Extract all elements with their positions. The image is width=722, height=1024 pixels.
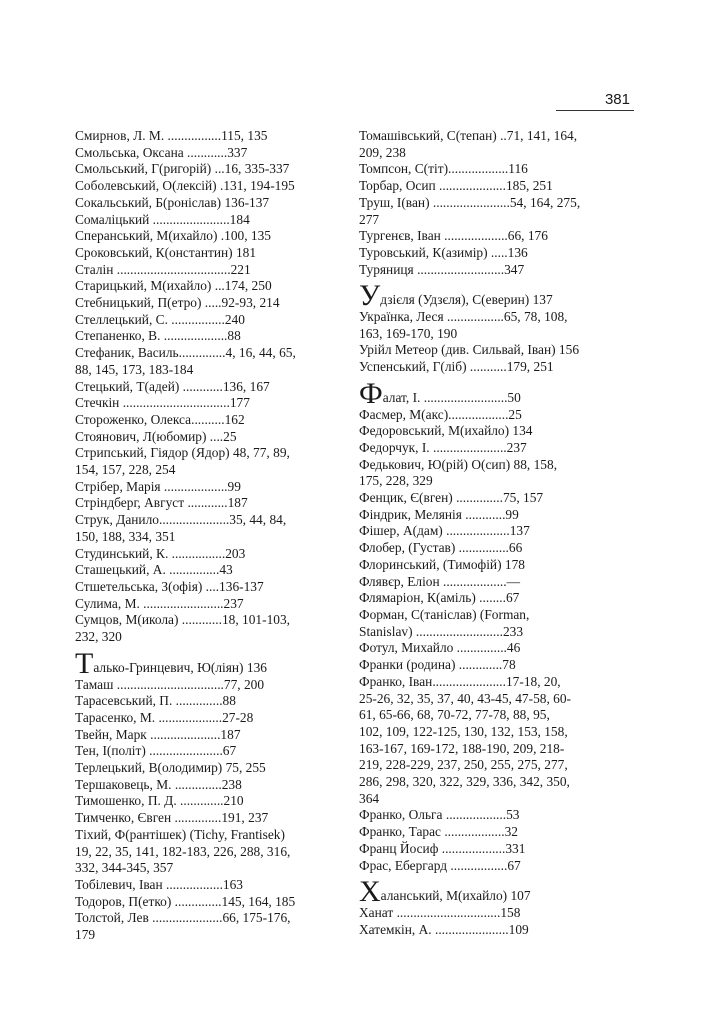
index-entry-line <box>359 623 637 641</box>
index-entry <box>359 195 637 228</box>
index-entry-line <box>359 456 637 474</box>
section-initial-letter: Х <box>359 875 381 909</box>
index-entry-text: Тіхий, Ф(рантішек) (Tichy, Frantisek) <box>75 826 285 842</box>
index-entry-line <box>359 506 637 524</box>
index-entry-line <box>75 843 340 861</box>
index-entry-line <box>75 178 340 195</box>
index-entry-text: 88, 145, 173, 183-184 <box>75 361 194 377</box>
index-entry <box>359 640 637 657</box>
index-entry-text: Франко, Іван......................17-18, 20, <box>359 673 561 689</box>
index-entry-text: Тершаковець, М. ..............238 <box>75 776 242 792</box>
index-entry <box>75 212 340 229</box>
index-entry-text: 332, 344-345, 357 <box>75 860 174 876</box>
index-entry <box>359 359 637 376</box>
index-entry-line <box>359 359 637 376</box>
index-entry-line <box>75 760 340 777</box>
index-entry <box>359 457 637 490</box>
index-entry-line <box>75 578 340 596</box>
index-entry-line <box>75 629 340 646</box>
index-entry <box>75 379 340 396</box>
index-entry-text: Фрас, Ебергард .................67 <box>359 857 521 873</box>
index-entry <box>359 905 637 922</box>
index-entry-line <box>75 462 340 479</box>
index-letter-heading-entry <box>359 376 637 410</box>
index-entry-text: 175, 228, 329 <box>359 473 433 489</box>
index-entry-line <box>359 178 637 195</box>
index-entry-line <box>359 857 637 875</box>
index-entry-text: Тимченко, Євген ..............191, 237 <box>75 810 269 826</box>
index-entry-line <box>359 774 637 791</box>
index-entry-text: Сталін ..................................221 <box>75 261 251 277</box>
index-entry-text: Франки (родина) .............78 <box>359 657 516 673</box>
index-entry-text: Стецький, Т(адей) ............136, 167 <box>75 378 270 394</box>
index-entry-line <box>359 690 637 708</box>
index-entry-text: 163-167, 169-172, 188-190, 209, 218- <box>359 740 565 756</box>
index-entry-line <box>359 128 637 145</box>
index-entry <box>359 824 637 841</box>
index-entry-line <box>359 490 637 507</box>
index-entry-text: 179 <box>75 927 96 943</box>
index-entry-line <box>75 612 340 629</box>
index-entry-line <box>359 921 637 939</box>
index-entry-line <box>75 512 340 529</box>
index-entry-line <box>75 428 340 446</box>
index-entry <box>75 412 340 429</box>
index-entry <box>359 490 637 507</box>
index-entry-line <box>359 807 637 824</box>
index-entry <box>359 574 637 591</box>
index-entry-line <box>359 875 637 909</box>
index-entry <box>75 312 340 329</box>
index-entry <box>359 440 637 457</box>
index-entry <box>75 562 340 579</box>
index-entry-line <box>359 540 637 557</box>
index-entry-line <box>75 562 340 579</box>
index-entry-text: Фішер, А(дам) ...................137 <box>359 523 530 539</box>
index-entry-line <box>75 693 340 710</box>
index-entry-line <box>359 640 637 657</box>
index-entry <box>359 557 637 574</box>
index-entry <box>75 445 340 478</box>
index-entry-line <box>75 128 340 145</box>
index-entry-line <box>75 910 340 927</box>
index-entry <box>75 877 340 894</box>
index-entry-text: Флоринський, (Тимофій) 178 <box>359 556 525 572</box>
index-entry <box>75 612 340 645</box>
index-entry-text: Труш, І(ван) .......................54, 164, 275, <box>359 194 581 210</box>
index-entry-text: 286, 298, 320, 322, 329, 336, 342, 350, <box>359 774 570 790</box>
index-entry-text: Смирнов, Л. М. ................115, 135 <box>75 128 268 143</box>
index-entry-text: Стефаник, Василь..............4, 16, 44, 65, <box>75 345 296 361</box>
index-entry-text: Українка, Леся .................65, 78, 108, <box>359 309 568 325</box>
index-entry-line <box>75 244 340 262</box>
index-entry-text: 219, 228-229, 237, 250, 255, 275, 277, <box>359 757 568 773</box>
index-entry-text: Сроковський, К(онстантин) 181 <box>75 244 257 260</box>
index-entry-line <box>359 279 637 313</box>
index-entry-line <box>75 595 340 613</box>
index-entry-line <box>75 194 340 212</box>
index-entry <box>75 910 340 943</box>
index-entry-line <box>359 707 637 724</box>
index-entry-line <box>359 757 637 774</box>
index-entry-text: Успенський, Г(ліб) ...........179, 251 <box>359 359 554 375</box>
index-entry-text: Смольський, Г(ригорій) ...16, 335-337 <box>75 161 290 177</box>
index-entry-text: Фасмер, М(акс)..................25 <box>359 406 522 422</box>
index-entry-text: Сумцов, М(икола) ............18, 101-103, <box>75 612 291 628</box>
index-entry-line <box>359 590 637 607</box>
index-entry <box>75 710 340 727</box>
index-entry-line <box>359 740 637 758</box>
index-entry-line <box>75 411 340 429</box>
index-entry-text: Туровський, К(азимір) .....136 <box>359 244 528 260</box>
index-entry-line <box>359 606 637 624</box>
index-entry-text: 163, 169-170, 190 <box>359 325 458 341</box>
index-entry-line <box>359 723 637 741</box>
index-letter-heading-entry <box>359 875 637 909</box>
index-entry <box>75 596 340 613</box>
index-entry-text: Сокальський, Б(роніслав) 136-137 <box>75 194 270 210</box>
index-entry-text: 19, 22, 35, 141, 182-183, 226, 288, 316, <box>75 843 291 859</box>
index-entry <box>75 512 340 545</box>
index-entry <box>75 228 340 245</box>
index-entry <box>359 161 637 178</box>
index-entry-line <box>75 328 340 345</box>
index-entry <box>75 810 340 827</box>
index-entry-text: Флобер, (Густав) ...............66 <box>359 540 523 556</box>
index-entry-line <box>359 325 637 343</box>
index-entry-text: Фенцик, Є(вген) ..............75, 157 <box>359 490 544 506</box>
index-entry-text: Федорчук, І. ......................237 <box>359 439 527 455</box>
index-entry <box>359 178 637 195</box>
index-entry-text: 102, 109, 122-125, 130, 132, 153, 158, <box>359 723 568 739</box>
index-entry <box>359 858 637 875</box>
index-entry-line <box>75 495 340 512</box>
index-entry-line <box>359 824 637 841</box>
index-entry-text: алько-Гринцевич, Ю(ліян) 136 <box>93 659 267 675</box>
index-entry <box>359 841 637 858</box>
index-entry-line <box>75 378 340 396</box>
index-entry <box>75 793 340 810</box>
index-entry <box>75 345 340 378</box>
index-entry <box>359 228 637 245</box>
index-entry-line <box>75 927 340 944</box>
index-entry-line <box>75 743 340 760</box>
index-entry <box>75 178 340 195</box>
index-entry-line <box>359 309 637 326</box>
index-entry-line <box>359 194 637 212</box>
index-entry-line <box>75 860 340 877</box>
index-entry-text: Флявєр, Еліон ...................— <box>359 573 521 589</box>
index-entry-line <box>75 893 340 911</box>
index-entry-text: Стріндберг, Август ............187 <box>75 495 248 511</box>
index-entry <box>75 743 340 760</box>
index-entry <box>75 429 340 446</box>
index-entry-line <box>359 904 637 922</box>
index-entry-text: Тен, І(політ) ......................67 <box>75 743 237 759</box>
index-entry-line <box>75 361 340 379</box>
index-entry-text: дзієля (Удзєля), С(еверин) 137 <box>380 292 553 308</box>
index-entry-text: Соболевський, О(лексій) .131, 194-195 <box>75 178 295 194</box>
index-entry-line <box>359 161 637 178</box>
index-entry-text: Флямаріон, К(аміль) ........67 <box>359 590 520 606</box>
index-entry-text: Сулима, М. ........................237 <box>75 595 244 611</box>
index-entry-line <box>359 473 637 490</box>
index-entry-line <box>75 876 340 894</box>
index-entry <box>75 395 340 412</box>
index-entry-line <box>75 676 340 694</box>
index-entry <box>359 657 637 674</box>
index-entry-line <box>359 228 637 245</box>
index-entry-text: Федоровський, М(ихайло) 134 <box>359 423 533 439</box>
index-entry-text: Туряниця ..........................347 <box>359 261 525 277</box>
index-entry-text: Фіндрик, Мелянія ............99 <box>359 506 519 522</box>
index-column-right <box>359 128 637 938</box>
index-entry-text: Хатемкін, А. ......................109 <box>359 921 529 937</box>
index-entry-text: Федькович, Ю(рій) О(сип) 88, 158, <box>359 456 558 472</box>
index-entry-line <box>75 528 340 546</box>
header-rule <box>556 110 634 111</box>
index-entry <box>75 495 340 512</box>
index-entry <box>75 579 340 596</box>
index-entry <box>75 894 340 911</box>
index-entry <box>359 423 637 440</box>
index-entry-text: Степаненко, В. ...................88 <box>75 328 241 344</box>
index-entry-text: Урійл Метеор (див. Сильвай, Іван) 156 <box>359 342 580 358</box>
index-entry <box>75 161 340 178</box>
index-entry-text: 232, 320 <box>75 629 122 645</box>
index-entry-line <box>359 244 637 262</box>
index-entry-text: Старицький, М(ихайло) ...174, 250 <box>75 278 272 294</box>
index-entry-line <box>359 840 637 858</box>
index-entry <box>75 278 340 295</box>
index-entry-text: Сперанський, М(ихайло) .100, 135 <box>75 228 271 244</box>
index-entry <box>75 827 340 877</box>
index-entry <box>359 807 637 824</box>
index-entry-line <box>75 395 340 412</box>
index-entry <box>359 128 637 161</box>
index-entry-text: Сомаліцький .......................184 <box>75 211 250 227</box>
index-entry <box>359 540 637 557</box>
index-entry-line <box>75 478 340 496</box>
index-entry <box>359 407 637 424</box>
index-entry <box>75 295 340 312</box>
index-entry-line <box>75 161 340 178</box>
index-entry-text: аланський, М(ихайло) 107 <box>380 888 531 904</box>
section-initial-letter: Т <box>75 646 94 680</box>
index-entry-text: Стрібер, Марія ...................99 <box>75 478 241 494</box>
index-entry-line <box>75 278 340 295</box>
index-entry-line <box>359 376 637 410</box>
index-entry-text: Струк, Данило.....................35, 44, 84, <box>75 512 287 528</box>
index-entry-text: Смольська, Оксана ............337 <box>75 144 248 160</box>
index-entry-line <box>359 211 637 229</box>
index-entry <box>359 674 637 808</box>
index-entry-text: Тодоров, П(етко) ..............145, 164, 185 <box>75 893 296 909</box>
index-entry-text: Студинський, К. ................203 <box>75 545 246 561</box>
index-entry <box>359 607 637 640</box>
index-entry <box>359 507 637 524</box>
index-entry <box>359 523 637 540</box>
index-entry-text: Торбар, Осип ....................185, 251 <box>359 178 553 194</box>
index-entry-text: Томпсон, С(тіт)..................116 <box>359 161 528 177</box>
index-letter-heading-entry <box>75 646 340 680</box>
index-entry-text: Томашівський, С(тепан) ..71, 141, 164, <box>359 128 578 143</box>
index-entry <box>75 245 340 262</box>
index-entry-line <box>359 523 637 540</box>
index-entry-text: Stanislav) ..........................233 <box>359 623 524 639</box>
index-entry-text: Тобілевич, Іван .................163 <box>75 876 244 892</box>
index-entry <box>359 342 637 359</box>
index-entry-text: Сташецький, А. ...............43 <box>75 562 233 578</box>
index-entry-text: 364 <box>359 790 380 806</box>
page-number: 381 <box>604 91 630 108</box>
index-entry-line <box>75 295 340 312</box>
index-entry-text: Фотул, Михайло ...............46 <box>359 640 521 656</box>
index-entry-line <box>359 556 637 574</box>
index-entry-text: Стоянович, Л(юбомир) ....25 <box>75 428 237 444</box>
index-entry <box>75 328 340 345</box>
index-entry <box>75 128 340 145</box>
section-initial-letter: У <box>359 279 381 313</box>
index-column-left <box>75 128 340 944</box>
index-entry-text: 209, 238 <box>359 144 406 160</box>
index-entry-line <box>359 261 637 279</box>
index-entry-text: Терлецький, В(олодимир) 75, 255 <box>75 760 266 776</box>
index-entry <box>359 262 637 279</box>
index-entry-line <box>359 790 637 808</box>
index-entry-text: Стечкін ................................177 <box>75 395 250 411</box>
index-entry-line <box>75 211 340 229</box>
index-entry-text: Франко, Ольга ..................53 <box>359 807 520 823</box>
index-entry <box>75 195 340 212</box>
index-entry-line <box>359 423 637 440</box>
index-entry-line <box>75 144 340 162</box>
index-entry-text: Франц Йосиф ...................331 <box>359 840 526 856</box>
index-entry-line <box>359 573 637 591</box>
index-entry-text: Тарасенко, М. ...................27-28 <box>75 709 254 725</box>
index-entry-text: 277 <box>359 211 380 227</box>
index-entry-line <box>75 793 340 810</box>
index-entry-line <box>359 144 637 162</box>
index-entry <box>75 145 340 162</box>
index-entry <box>75 262 340 279</box>
index-entry-line <box>75 545 340 563</box>
index-entry-line <box>75 810 340 827</box>
index-entry-text: Тургенєв, Іван ...................66, 176 <box>359 228 548 244</box>
index-entry-text: 61, 65-66, 68, 70-72, 77-78, 88, 95, <box>359 707 550 723</box>
section-initial-letter: Ф <box>359 376 383 410</box>
index-entry-text: Стороженко, Олекса..........162 <box>75 411 245 427</box>
index-entry-text: Ханат ...............................158 <box>359 904 521 920</box>
index-entry-line <box>359 657 637 674</box>
index-entry-text: Франко, Тарас ..................32 <box>359 824 518 840</box>
index-entry <box>75 677 340 694</box>
index-letter-heading-entry <box>359 279 637 313</box>
index-entry-text: Стшетельська, З(офія) ....136-137 <box>75 578 264 594</box>
index-entry-line <box>75 709 340 727</box>
index-entry-text: Стебницький, П(етро) .....92-93, 214 <box>75 295 280 311</box>
index-entry-line <box>75 228 340 245</box>
index-entry <box>359 245 637 262</box>
index-entry <box>75 727 340 744</box>
index-entry-text: Твейн, Марк .....................187 <box>75 726 241 742</box>
index-entry-line <box>75 445 340 462</box>
index-entry <box>75 479 340 496</box>
index-entry <box>75 546 340 563</box>
index-entry-line <box>75 261 340 279</box>
index-entry-line <box>75 345 340 362</box>
index-entry-line <box>359 673 637 691</box>
index-entry-line <box>359 342 637 359</box>
index-entry-text: Стеллецький, С. ................240 <box>75 311 245 327</box>
index-entry-text: Толстой, Лев .....................66, 175-176, <box>75 910 291 926</box>
index-entry-text: Тарасевський, П. ..............88 <box>75 693 236 709</box>
index-entry-text: Тамаш ................................77, 200 <box>75 676 265 692</box>
index-entry-text: Стрипський, Гіядор (Ядор) 48, 77, 89, <box>75 445 290 461</box>
index-entry-text: Форман, С(таніслав) (Forman, <box>359 606 530 622</box>
index-entry-line <box>75 726 340 744</box>
index-entry <box>359 309 637 342</box>
index-entry <box>359 922 637 939</box>
index-entry-text: Тимошенко, П. Д. .............210 <box>75 793 244 809</box>
index-entry-text: алат, І. .........................50 <box>382 389 521 405</box>
index-entry-text: 25-26, 32, 35, 37, 40, 43-45, 47-58, 60- <box>359 690 572 706</box>
index-entry-line <box>75 826 340 844</box>
index-entry-line <box>359 439 637 457</box>
index-entry <box>75 777 340 794</box>
index-entry <box>75 760 340 777</box>
index-entry-text: 154, 157, 228, 254 <box>75 462 176 478</box>
index-entry <box>359 590 637 607</box>
index-entry <box>75 693 340 710</box>
index-entry-text: 150, 188, 334, 351 <box>75 528 176 544</box>
index-entry-line <box>359 406 637 424</box>
index-entry-line <box>75 311 340 329</box>
index-entry-line <box>75 776 340 794</box>
index-entry-line <box>75 646 340 680</box>
